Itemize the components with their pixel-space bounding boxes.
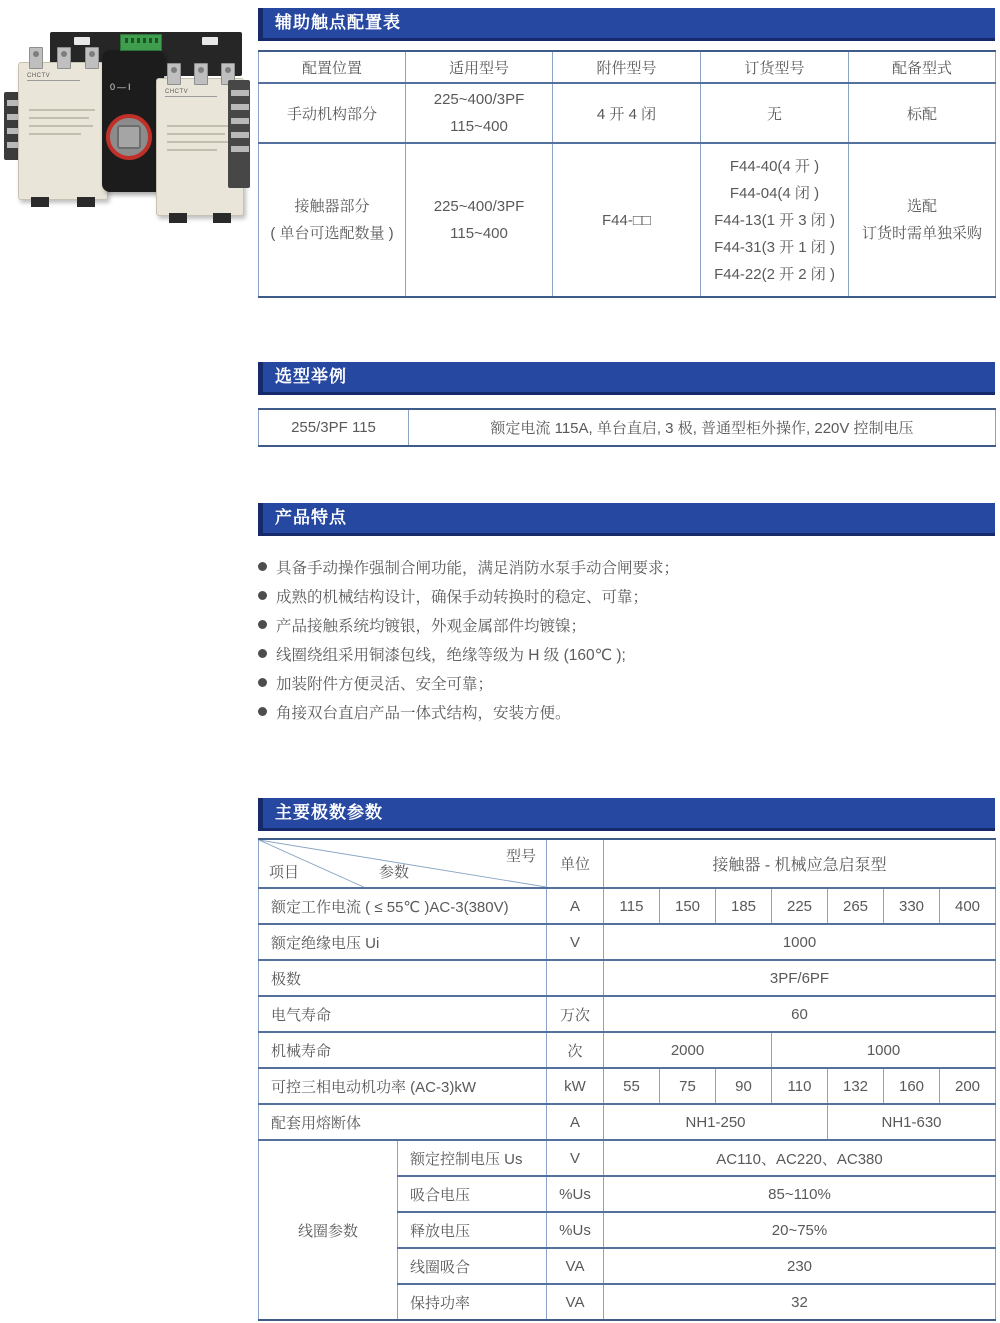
col-header: 订货型号 <box>701 51 849 83</box>
param-value: 160 <box>884 1068 940 1104</box>
cell-model: 225~400/3PF 115~400 <box>406 83 553 143</box>
contactor-brand-label: CHCTV <box>165 89 217 97</box>
corner-label-item: 项目 <box>269 864 300 881</box>
series-header: 接触器 - 机械应急启泵型 <box>604 839 996 888</box>
param-label: 机械寿命 <box>259 1032 547 1068</box>
bullet-icon <box>258 649 267 658</box>
param-value: 3PF/6PF <box>604 960 996 996</box>
param-unit: A <box>547 888 604 924</box>
cell-example-model: 255/3PF 115 <box>259 409 409 446</box>
param-unit: A <box>547 1104 604 1140</box>
param-value: 225 <box>772 888 828 924</box>
param-label: 线圈吸合 <box>398 1248 547 1284</box>
feature-list <box>258 552 995 726</box>
param-value: 2000 <box>604 1032 772 1068</box>
col-header: 配置位置 <box>259 51 406 83</box>
table-row <box>259 143 996 297</box>
feature-item: 加装附件方便灵活、安全可靠； <box>258 668 995 697</box>
param-value: 85~110% <box>604 1176 996 1212</box>
terminal-lug <box>57 47 71 69</box>
param-value: 185 <box>716 888 772 924</box>
bullet-icon <box>258 620 267 629</box>
param-unit <box>547 960 604 996</box>
bullet-icon <box>258 707 267 716</box>
feature-item: 角接双台直启产品一体式结构，安装方便。 <box>258 697 995 726</box>
param-label: 额定工作电流 ( ≤ 55℃ )AC-3(380V) <box>259 888 547 924</box>
col-header: 配备型式 <box>849 51 996 83</box>
param-label: 额定控制电压 Us <box>398 1140 547 1176</box>
aux-contact-table <box>258 50 996 298</box>
bullet-icon <box>258 678 267 687</box>
table-row <box>259 409 996 446</box>
param-value: 20~75% <box>604 1212 996 1248</box>
feature-item: 具备手动操作强制合闸功能，满足消防水泵手动合闸要求； <box>258 552 995 581</box>
corner-label-param: 参数 <box>379 864 410 881</box>
handle-shaft-socket <box>117 125 141 149</box>
table-row <box>259 960 996 996</box>
left-contactor <box>18 62 108 200</box>
terminal-lug <box>29 47 43 69</box>
param-value: 400 <box>940 888 996 924</box>
main-params-table <box>258 838 996 1321</box>
param-value: 75 <box>660 1068 716 1104</box>
param-unit: %Us <box>547 1176 604 1212</box>
cell-position: 手动机构部分 <box>259 83 406 143</box>
param-label: 电气寿命 <box>259 996 547 1032</box>
param-label: 吸合电压 <box>398 1176 547 1212</box>
feature-item: 产品接触系统均镀银，外观金属部件均镀镍； <box>258 610 995 639</box>
table-row <box>259 924 996 960</box>
bullet-icon <box>258 562 267 571</box>
terminal-lug <box>167 63 181 85</box>
cell-order: 无 <box>701 83 849 143</box>
contactor-foot <box>169 213 187 223</box>
param-label: 配套用熔断体 <box>259 1104 547 1140</box>
right-aux-module <box>228 80 250 188</box>
green-terminal-block <box>120 34 162 51</box>
table-row <box>259 888 996 924</box>
table-row <box>259 1032 996 1068</box>
cell-position: 接触器部分 ( 单台可选配数量 ) <box>259 143 406 297</box>
param-label: 极数 <box>259 960 547 996</box>
param-unit: VA <box>547 1284 604 1320</box>
param-value: 200 <box>940 1068 996 1104</box>
feature-item: 线圈绕组采用铜漆包线，绝缘等级为 H 级 (160℃ ); <box>258 639 995 668</box>
corner-header-cell <box>259 839 547 888</box>
col-header: 附件型号 <box>553 51 701 83</box>
param-value: NH1-250 <box>604 1104 828 1140</box>
cell-type: 标配 <box>849 83 996 143</box>
rail-slot <box>74 37 90 45</box>
bullet-icon <box>258 591 267 600</box>
param-value: 60 <box>604 996 996 1032</box>
coil-group-label: 线圈参数 <box>259 1140 398 1320</box>
param-unit: V <box>547 1140 604 1176</box>
param-value: NH1-630 <box>828 1104 996 1140</box>
param-value: 132 <box>828 1068 884 1104</box>
param-value: 115 <box>604 888 660 924</box>
param-value: 1000 <box>772 1032 996 1068</box>
unit-header: 单位 <box>547 839 604 888</box>
table-row <box>259 1068 996 1104</box>
param-value: 230 <box>604 1248 996 1284</box>
contactor-brand-label: CHCTV <box>27 73 80 81</box>
corner-label-model: 型号 <box>505 848 536 865</box>
terminal-lug <box>194 63 208 85</box>
contactor-foot <box>77 197 95 207</box>
section-title-features: 产品特点 <box>258 503 995 536</box>
param-label: 保持功率 <box>398 1284 547 1320</box>
product-photo <box>4 22 250 208</box>
section-title-aux-contacts: 辅助触点配置表 <box>258 8 995 41</box>
param-value: 1000 <box>604 924 996 960</box>
param-unit: V <box>547 924 604 960</box>
cell-type: 选配 订货时需单独采购 <box>849 143 996 297</box>
param-value: AC110、AC220、AC380 <box>604 1140 996 1176</box>
param-value: 150 <box>660 888 716 924</box>
cell-example-description: 额定电流 115A, 单台直启, 3 极, 普通型柜外操作, 220V 控制电压 <box>409 409 996 446</box>
rail-slot <box>202 37 218 45</box>
param-label: 释放电压 <box>398 1212 547 1248</box>
contactor-foot <box>31 197 49 207</box>
cell-accessory: F44-□□ <box>553 143 701 297</box>
section-title-main-params: 主要极数参数 <box>258 798 995 831</box>
table-row <box>259 83 996 143</box>
contactor-foot <box>213 213 231 223</box>
param-value: 55 <box>604 1068 660 1104</box>
selection-example-table <box>258 408 996 447</box>
param-unit: 万次 <box>547 996 604 1032</box>
cell-accessory: 4 开 4 闭 <box>553 83 701 143</box>
handle-position-marks: 0—I <box>110 82 133 92</box>
param-value: 32 <box>604 1284 996 1320</box>
param-unit: %Us <box>547 1212 604 1248</box>
param-unit: kW <box>547 1068 604 1104</box>
param-value: 330 <box>884 888 940 924</box>
param-value: 90 <box>716 1068 772 1104</box>
table-row <box>259 1140 996 1176</box>
cell-order: F44-40(4 开 ) F44-04(4 闭 ) F44-13(1 开 3 闭 ) F44-31(3 开 1 闭 ) F44-22(2 开 2 闭 ) <box>701 143 849 297</box>
param-unit: VA <box>547 1248 604 1284</box>
feature-item: 成熟的机械结构设计，确保手动转换时的稳定、可靠； <box>258 581 995 610</box>
col-header: 适用型号 <box>406 51 553 83</box>
terminal-lug <box>85 47 99 69</box>
param-value: 110 <box>772 1068 828 1104</box>
section-title-selection-example: 选型举例 <box>258 362 995 395</box>
param-value: 265 <box>828 888 884 924</box>
param-unit: 次 <box>547 1032 604 1068</box>
cell-model: 225~400/3PF 115~400 <box>406 143 553 297</box>
param-label: 可控三相电动机功率 (AC-3)kW <box>259 1068 547 1104</box>
table-row <box>259 1104 996 1140</box>
param-label: 额定绝缘电压 Ui <box>259 924 547 960</box>
table-row <box>259 996 996 1032</box>
